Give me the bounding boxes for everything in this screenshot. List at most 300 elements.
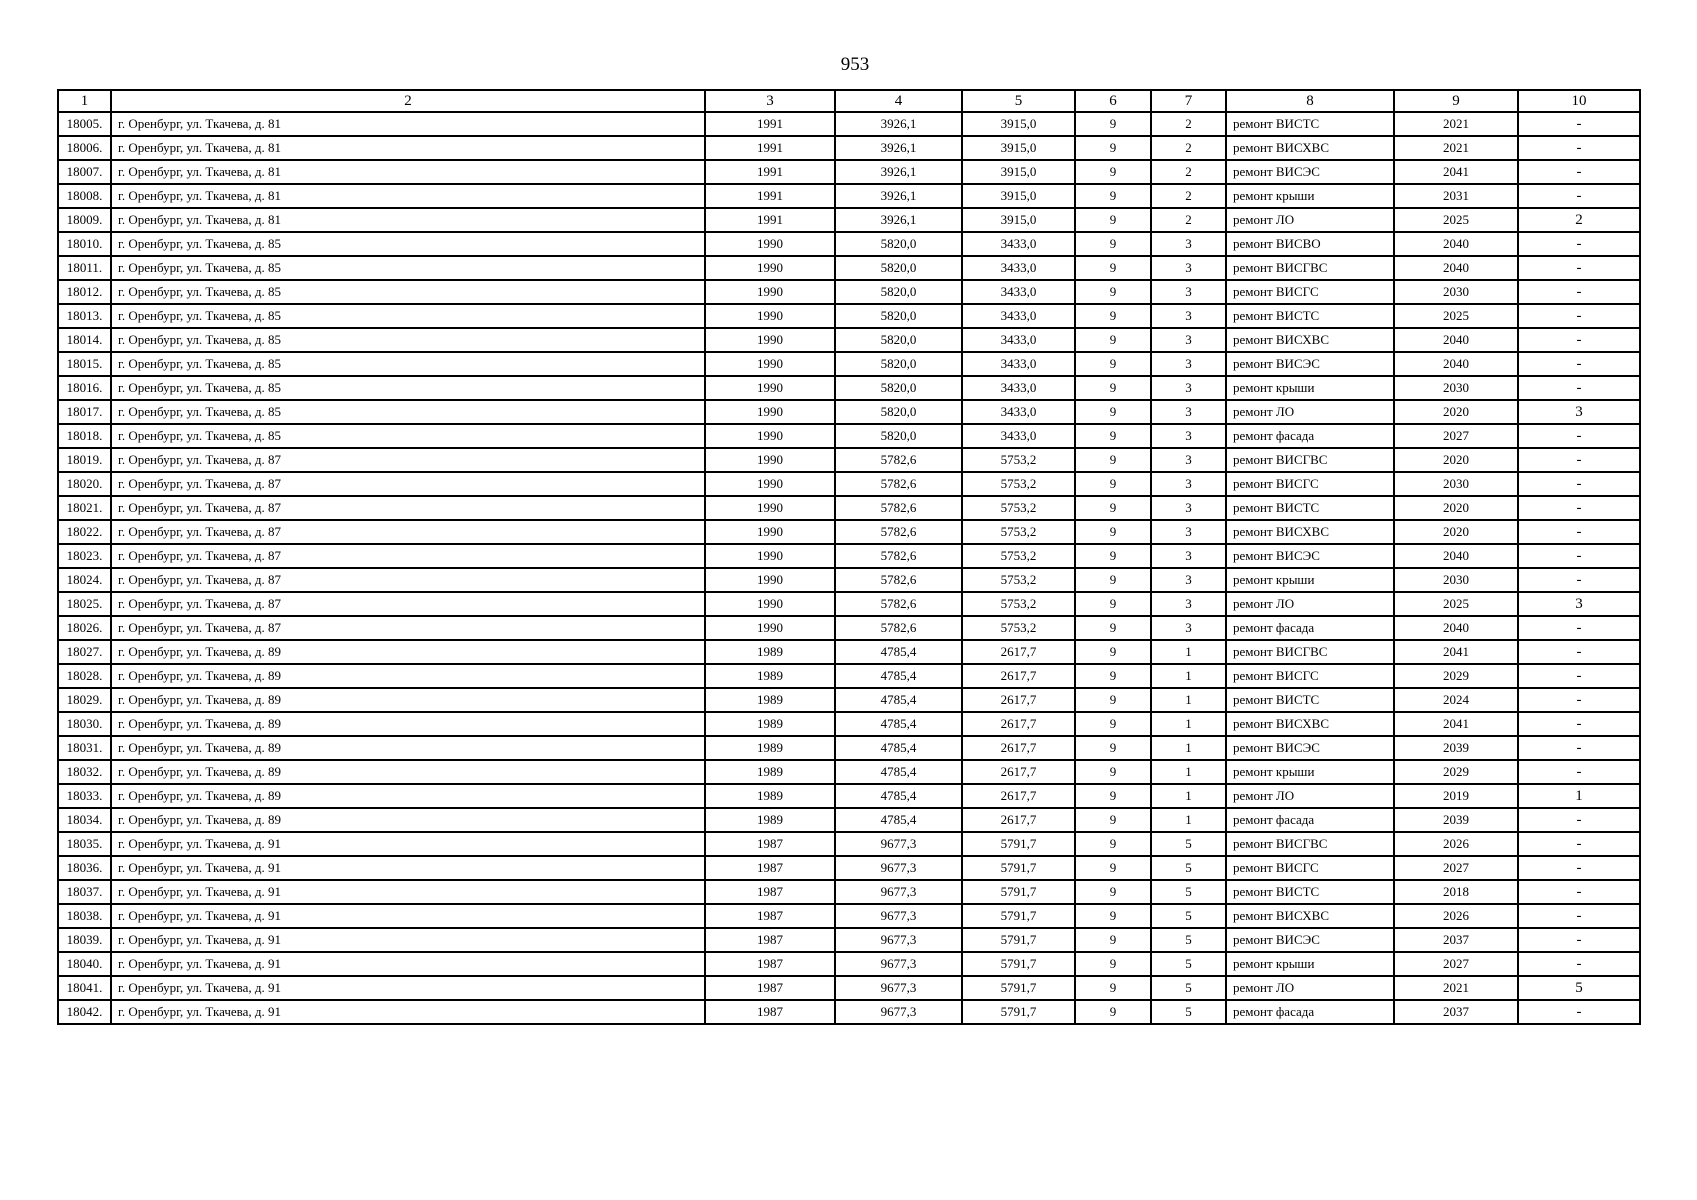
year-cell: 1991 [705,112,835,136]
address-cell: г. Оренбург, ул. Ткачева, д. 81 [111,160,705,184]
work-type-cell: ремонт фасада [1226,424,1394,448]
col10-cell: 3 [1518,400,1640,424]
entrances-cell: 5 [1151,856,1226,880]
work-type-cell: ремонт ВИСГВС [1226,832,1394,856]
year-cell: 1987 [705,880,835,904]
total-area-cell: 3926,1 [835,184,962,208]
address-cell: г. Оренбург, ул. Ткачева, д. 89 [111,688,705,712]
row-number-cell: 18019. [58,448,111,472]
row-number-cell: 18039. [58,928,111,952]
floors-cell: 9 [1075,208,1151,232]
planned-year-cell: 2027 [1394,856,1518,880]
table-row [58,616,1640,640]
column-header: 2 [111,90,705,112]
col10-cell: - [1518,688,1640,712]
living-area-cell: 5753,2 [962,496,1075,520]
work-type-cell: ремонт ВИСГС [1226,280,1394,304]
table-row [58,208,1640,232]
work-type-cell: ремонт ВИСГВС [1226,256,1394,280]
floors-cell: 9 [1075,712,1151,736]
work-type-cell: ремонт ВИСЭС [1226,736,1394,760]
planned-year-cell: 2026 [1394,832,1518,856]
living-area-cell: 5791,7 [962,904,1075,928]
col10-cell: - [1518,328,1640,352]
entrances-cell: 3 [1151,376,1226,400]
row-number-cell: 18018. [58,424,111,448]
planned-year-cell: 2030 [1394,472,1518,496]
col10-cell: - [1518,448,1640,472]
year-cell: 1989 [705,808,835,832]
table-row [58,424,1640,448]
address-cell: г. Оренбург, ул. Ткачева, д. 89 [111,640,705,664]
total-area-cell: 4785,4 [835,664,962,688]
planned-year-cell: 2021 [1394,112,1518,136]
table-row [58,712,1640,736]
work-type-cell: ремонт ВИСХВС [1226,712,1394,736]
planned-year-cell: 2040 [1394,328,1518,352]
year-cell: 1990 [705,424,835,448]
table-row [58,952,1640,976]
col10-cell: - [1518,184,1640,208]
floors-cell: 9 [1075,328,1151,352]
year-cell: 1990 [705,616,835,640]
floors-cell: 9 [1075,496,1151,520]
planned-year-cell: 2037 [1394,1000,1518,1024]
col10-cell: - [1518,640,1640,664]
entrances-cell: 3 [1151,328,1226,352]
address-cell: г. Оренбург, ул. Ткачева, д. 91 [111,976,705,1000]
year-cell: 1989 [705,736,835,760]
total-area-cell: 5782,6 [835,616,962,640]
living-area-cell: 5753,2 [962,472,1075,496]
living-area-cell: 5753,2 [962,592,1075,616]
entrances-cell: 3 [1151,304,1226,328]
address-cell: г. Оренбург, ул. Ткачева, д. 89 [111,664,705,688]
planned-year-cell: 2040 [1394,616,1518,640]
row-number-cell: 18041. [58,976,111,1000]
table-row [58,232,1640,256]
address-cell: г. Оренбург, ул. Ткачева, д. 87 [111,472,705,496]
total-area-cell: 4785,4 [835,688,962,712]
entrances-cell: 1 [1151,784,1226,808]
total-area-cell: 9677,3 [835,880,962,904]
living-area-cell: 3433,0 [962,424,1075,448]
entrances-cell: 1 [1151,736,1226,760]
planned-year-cell: 2039 [1394,808,1518,832]
row-number-cell: 18029. [58,688,111,712]
work-type-cell: ремонт крыши [1226,760,1394,784]
entrances-cell: 3 [1151,472,1226,496]
row-number-cell: 18032. [58,760,111,784]
col10-cell: - [1518,952,1640,976]
table-row [58,304,1640,328]
table-row [58,904,1640,928]
year-cell: 1989 [705,640,835,664]
floors-cell: 9 [1075,808,1151,832]
living-area-cell: 3915,0 [962,160,1075,184]
col10-cell: - [1518,616,1640,640]
year-cell: 1989 [705,712,835,736]
row-number-cell: 18024. [58,568,111,592]
planned-year-cell: 2030 [1394,280,1518,304]
address-cell: г. Оренбург, ул. Ткачева, д. 91 [111,928,705,952]
column-header: 8 [1226,90,1394,112]
total-area-cell: 9677,3 [835,856,962,880]
planned-year-cell: 2024 [1394,688,1518,712]
address-cell: г. Оренбург, ул. Ткачева, д. 85 [111,232,705,256]
planned-year-cell: 2040 [1394,256,1518,280]
planned-year-cell: 2029 [1394,760,1518,784]
floors-cell: 9 [1075,376,1151,400]
row-number-cell: 18007. [58,160,111,184]
floors-cell: 9 [1075,832,1151,856]
work-type-cell: ремонт ЛО [1226,208,1394,232]
work-type-cell: ремонт ВИСВО [1226,232,1394,256]
year-cell: 1990 [705,352,835,376]
entrances-cell: 1 [1151,664,1226,688]
planned-year-cell: 2031 [1394,184,1518,208]
living-area-cell: 3433,0 [962,400,1075,424]
column-header: 5 [962,90,1075,112]
total-area-cell: 5782,6 [835,568,962,592]
entrances-cell: 1 [1151,640,1226,664]
work-type-cell: ремонт ВИСЭС [1226,928,1394,952]
work-type-cell: ремонт ВИСТС [1226,112,1394,136]
entrances-cell: 5 [1151,904,1226,928]
living-area-cell: 3433,0 [962,280,1075,304]
total-area-cell: 9677,3 [835,832,962,856]
address-cell: г. Оренбург, ул. Ткачева, д. 85 [111,400,705,424]
planned-year-cell: 2029 [1394,664,1518,688]
floors-cell: 9 [1075,568,1151,592]
address-cell: г. Оренбург, ул. Ткачева, д. 85 [111,280,705,304]
planned-year-cell: 2041 [1394,160,1518,184]
floors-cell: 9 [1075,520,1151,544]
planned-year-cell: 2025 [1394,304,1518,328]
row-number-cell: 18037. [58,880,111,904]
work-type-cell: ремонт ВИСХВС [1226,904,1394,928]
work-type-cell: ремонт крыши [1226,184,1394,208]
address-cell: г. Оренбург, ул. Ткачева, д. 91 [111,904,705,928]
entrances-cell: 3 [1151,496,1226,520]
table-row [58,976,1640,1000]
year-cell: 1990 [705,544,835,568]
row-number-cell: 18022. [58,520,111,544]
address-cell: г. Оренбург, ул. Ткачева, д. 85 [111,352,705,376]
address-cell: г. Оренбург, ул. Ткачева, д. 89 [111,784,705,808]
year-cell: 1990 [705,520,835,544]
col10-cell: - [1518,904,1640,928]
entrances-cell: 3 [1151,448,1226,472]
living-area-cell: 5791,7 [962,1000,1075,1024]
address-cell: г. Оренбург, ул. Ткачева, д. 91 [111,1000,705,1024]
address-cell: г. Оренбург, ул. Ткачева, д. 85 [111,328,705,352]
address-cell: г. Оренбург, ул. Ткачева, д. 85 [111,376,705,400]
work-type-cell: ремонт крыши [1226,568,1394,592]
year-cell: 1991 [705,160,835,184]
year-cell: 1989 [705,784,835,808]
total-area-cell: 5820,0 [835,328,962,352]
floors-cell: 9 [1075,904,1151,928]
total-area-cell: 4785,4 [835,736,962,760]
table-row [58,448,1640,472]
entrances-cell: 2 [1151,112,1226,136]
entrances-cell: 3 [1151,568,1226,592]
col10-cell: - [1518,664,1640,688]
planned-year-cell: 2021 [1394,976,1518,1000]
row-number-cell: 18040. [58,952,111,976]
floors-cell: 9 [1075,256,1151,280]
column-header: 4 [835,90,962,112]
address-cell: г. Оренбург, ул. Ткачева, д. 89 [111,736,705,760]
floors-cell: 9 [1075,160,1151,184]
floors-cell: 9 [1075,112,1151,136]
total-area-cell: 4785,4 [835,640,962,664]
col10-cell: - [1518,712,1640,736]
work-type-cell: ремонт ВИСТС [1226,304,1394,328]
work-type-cell: ремонт ЛО [1226,784,1394,808]
table-header-row [58,90,1640,112]
planned-year-cell: 2040 [1394,352,1518,376]
col10-cell: - [1518,352,1640,376]
row-number-cell: 18005. [58,112,111,136]
address-cell: г. Оренбург, ул. Ткачева, д. 87 [111,616,705,640]
row-number-cell: 18028. [58,664,111,688]
total-area-cell: 5820,0 [835,256,962,280]
total-area-cell: 5820,0 [835,304,962,328]
address-cell: г. Оренбург, ул. Ткачева, д. 87 [111,520,705,544]
year-cell: 1987 [705,928,835,952]
living-area-cell: 3915,0 [962,184,1075,208]
work-type-cell: ремонт ВИСЭС [1226,160,1394,184]
floors-cell: 9 [1075,232,1151,256]
floors-cell: 9 [1075,1000,1151,1024]
row-number-cell: 18008. [58,184,111,208]
address-cell: г. Оренбург, ул. Ткачева, д. 87 [111,592,705,616]
year-cell: 1991 [705,136,835,160]
row-number-cell: 18027. [58,640,111,664]
year-cell: 1987 [705,904,835,928]
floors-cell: 9 [1075,664,1151,688]
entrances-cell: 5 [1151,928,1226,952]
planned-year-cell: 2018 [1394,880,1518,904]
total-area-cell: 5782,6 [835,448,962,472]
col10-cell: - [1518,160,1640,184]
floors-cell: 9 [1075,400,1151,424]
column-header: 7 [1151,90,1226,112]
table-row [58,640,1640,664]
planned-year-cell: 2026 [1394,904,1518,928]
col10-cell: - [1518,112,1640,136]
col10-cell: - [1518,760,1640,784]
planned-year-cell: 2040 [1394,544,1518,568]
table-row [58,592,1640,616]
living-area-cell: 5791,7 [962,976,1075,1000]
living-area-cell: 5753,2 [962,520,1075,544]
work-type-cell: ремонт ВИСЭС [1226,352,1394,376]
floors-cell: 9 [1075,976,1151,1000]
total-area-cell: 9677,3 [835,904,962,928]
living-area-cell: 5791,7 [962,928,1075,952]
year-cell: 1989 [705,664,835,688]
work-type-cell: ремонт фасада [1226,1000,1394,1024]
table-row [58,880,1640,904]
year-cell: 1990 [705,376,835,400]
row-number-cell: 18030. [58,712,111,736]
entrances-cell: 3 [1151,544,1226,568]
work-type-cell: ремонт ВИСХВС [1226,136,1394,160]
year-cell: 1991 [705,184,835,208]
total-area-cell: 5782,6 [835,520,962,544]
floors-cell: 9 [1075,880,1151,904]
living-area-cell: 2617,7 [962,712,1075,736]
floors-cell: 9 [1075,280,1151,304]
floors-cell: 9 [1075,592,1151,616]
col10-cell: 5 [1518,976,1640,1000]
col10-cell: - [1518,808,1640,832]
work-type-cell: ремонт ВИСТС [1226,880,1394,904]
year-cell: 1987 [705,832,835,856]
col10-cell: - [1518,880,1640,904]
entrances-cell: 1 [1151,688,1226,712]
col10-cell: - [1518,832,1640,856]
table-row [58,376,1640,400]
entrances-cell: 2 [1151,160,1226,184]
total-area-cell: 3926,1 [835,112,962,136]
year-cell: 1990 [705,568,835,592]
living-area-cell: 3915,0 [962,208,1075,232]
row-number-cell: 18009. [58,208,111,232]
table-row [58,400,1640,424]
repair-schedule-table [57,89,1641,1025]
row-number-cell: 18033. [58,784,111,808]
living-area-cell: 2617,7 [962,640,1075,664]
total-area-cell: 3926,1 [835,136,962,160]
address-cell: г. Оренбург, ул. Ткачева, д. 87 [111,448,705,472]
year-cell: 1990 [705,400,835,424]
entrances-cell: 3 [1151,280,1226,304]
address-cell: г. Оренбург, ул. Ткачева, д. 91 [111,880,705,904]
living-area-cell: 2617,7 [962,688,1075,712]
year-cell: 1987 [705,856,835,880]
entrances-cell: 5 [1151,880,1226,904]
table-row [58,256,1640,280]
planned-year-cell: 2020 [1394,520,1518,544]
year-cell: 1987 [705,976,835,1000]
planned-year-cell: 2020 [1394,496,1518,520]
page-number: 953 [840,54,870,75]
col10-cell: - [1518,256,1640,280]
row-number-cell: 18031. [58,736,111,760]
row-number-cell: 18006. [58,136,111,160]
planned-year-cell: 2025 [1394,208,1518,232]
floors-cell: 9 [1075,136,1151,160]
floors-cell: 9 [1075,472,1151,496]
floors-cell: 9 [1075,424,1151,448]
living-area-cell: 3433,0 [962,328,1075,352]
row-number-cell: 18021. [58,496,111,520]
living-area-cell: 5791,7 [962,880,1075,904]
row-number-cell: 18034. [58,808,111,832]
floors-cell: 9 [1075,856,1151,880]
living-area-cell: 3433,0 [962,376,1075,400]
total-area-cell: 5820,0 [835,232,962,256]
table-row [58,760,1640,784]
floors-cell: 9 [1075,928,1151,952]
total-area-cell: 4785,4 [835,760,962,784]
row-number-cell: 18010. [58,232,111,256]
entrances-cell: 2 [1151,136,1226,160]
living-area-cell: 3433,0 [962,256,1075,280]
work-type-cell: ремонт крыши [1226,376,1394,400]
living-area-cell: 5753,2 [962,568,1075,592]
entrances-cell: 5 [1151,1000,1226,1024]
table-row [58,928,1640,952]
entrances-cell: 2 [1151,184,1226,208]
year-cell: 1990 [705,472,835,496]
col10-cell: - [1518,1000,1640,1024]
row-number-cell: 18020. [58,472,111,496]
col10-cell: - [1518,136,1640,160]
total-area-cell: 9677,3 [835,1000,962,1024]
table-row [58,352,1640,376]
row-number-cell: 18017. [58,400,111,424]
address-cell: г. Оренбург, ул. Ткачева, д. 87 [111,544,705,568]
row-number-cell: 18035. [58,832,111,856]
row-number-cell: 18042. [58,1000,111,1024]
work-type-cell: ремонт ВИСТС [1226,688,1394,712]
col10-cell: - [1518,496,1640,520]
address-cell: г. Оренбург, ул. Ткачева, д. 91 [111,856,705,880]
col10-cell: - [1518,928,1640,952]
total-area-cell: 5820,0 [835,424,962,448]
planned-year-cell: 2030 [1394,568,1518,592]
floors-cell: 9 [1075,760,1151,784]
living-area-cell: 2617,7 [962,784,1075,808]
address-cell: г. Оренбург, ул. Ткачева, д. 81 [111,112,705,136]
planned-year-cell: 2041 [1394,640,1518,664]
work-type-cell: ремонт ВИСГВС [1226,448,1394,472]
table-row [58,832,1640,856]
living-area-cell: 5753,2 [962,544,1075,568]
living-area-cell: 2617,7 [962,760,1075,784]
table-row [58,736,1640,760]
floors-cell: 9 [1075,544,1151,568]
living-area-cell: 5753,2 [962,616,1075,640]
living-area-cell: 3915,0 [962,136,1075,160]
row-number-cell: 18014. [58,328,111,352]
year-cell: 1987 [705,952,835,976]
col10-cell: - [1518,232,1640,256]
table-row [58,136,1640,160]
floors-cell: 9 [1075,352,1151,376]
work-type-cell: ремонт ВИСХВС [1226,520,1394,544]
col10-cell: - [1518,472,1640,496]
col10-cell: - [1518,544,1640,568]
year-cell: 1990 [705,232,835,256]
living-area-cell: 2617,7 [962,808,1075,832]
floors-cell: 9 [1075,736,1151,760]
total-area-cell: 3926,1 [835,160,962,184]
total-area-cell: 4785,4 [835,712,962,736]
planned-year-cell: 2039 [1394,736,1518,760]
address-cell: г. Оренбург, ул. Ткачева, д. 85 [111,424,705,448]
col10-cell: - [1518,280,1640,304]
address-cell: г. Оренбург, ул. Ткачева, д. 85 [111,304,705,328]
address-cell: г. Оренбург, ул. Ткачева, д. 85 [111,256,705,280]
planned-year-cell: 2020 [1394,448,1518,472]
total-area-cell: 4785,4 [835,808,962,832]
